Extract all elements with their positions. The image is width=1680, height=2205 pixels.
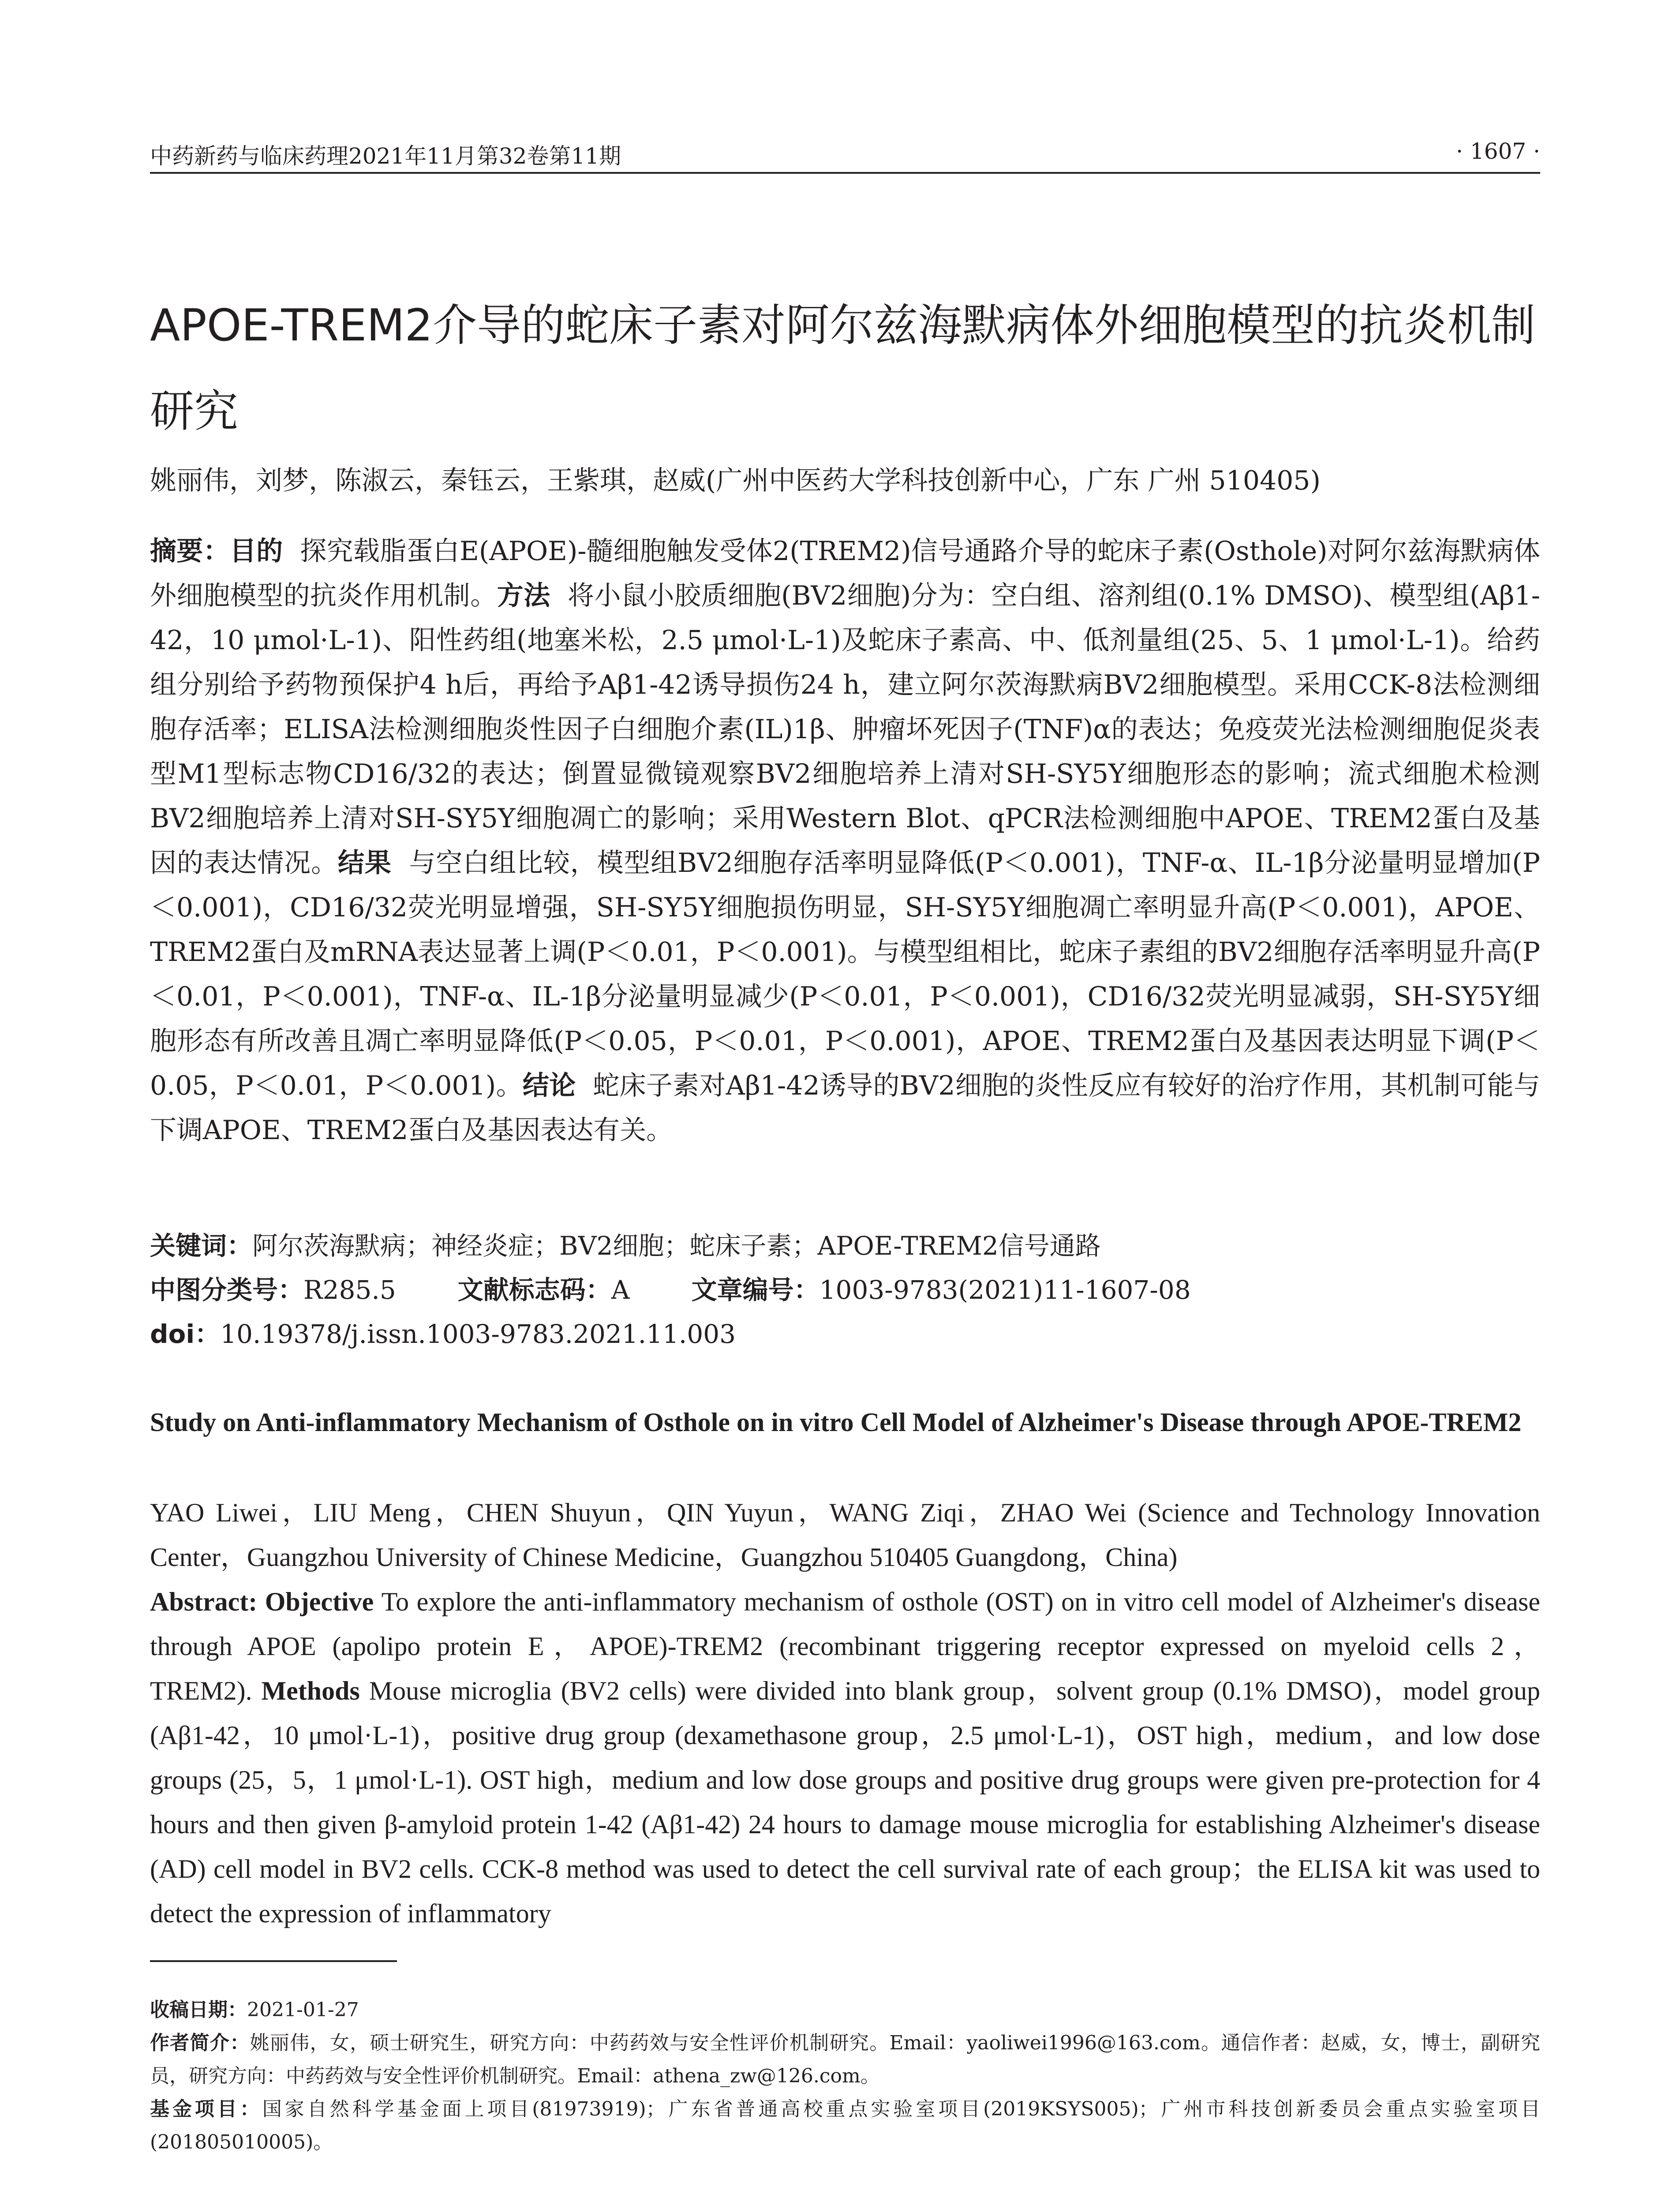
english-methods-label: Methods [261,1676,360,1705]
abstract-label: 摘要： [150,536,230,567]
article-number-label: 文章编号： [691,1275,819,1305]
author-affiliations: 姚丽伟，刘梦，陈淑云，秦钰云，王紫琪，赵威(广州中医药大学科技创新中心，广东 广州 510405) [150,465,1321,496]
english-objective-text: To explore the anti-inflammatory mechanism of osthole (OST) on in vitro cell model of Alzheimer's disease through APOE (apolipo protein E，APOE)-TREM2 (recombinant triggering receptor expressed on myeloid cells 2，TREM2). [150,1587,1541,1705]
classification-line [150,1268,1540,1312]
clc-label: 中图分类号： [150,1275,304,1305]
conclusion-text: 蛇床子素对Aβ1-42诱导的BV2细胞的炎性反应有较好的治疗作用，其机制可能与下调APOE、TREM2蛋白及基因表达有关。 [150,1070,1541,1146]
english-methods-text: Mouse microglia (BV2 cells) were divided into blank group，solvent group (0.1% DMSO)，model group (Aβ1-42，10 μmol·L-1)，positive drug group (dexamethasone group，2.5 μmol·L-1)，OST high，medium，and low dose groups (25，5，1 μmol·L-1). OST high，medium and low dose groups and positive drug groups were given pre-protection for 4 hours and then given β-amyloid protein 1-42 (Aβ1-42) 24 hours to damage mouse microglia for establishing Alzheimer's disease (AD) cell model in BV2 cells. CCK-8 method was used to detect the cell survival rate of each group；the ELISA kit was used to detect the expression of inflammatory [150,1676,1540,1928]
doi-label: doi： [150,1319,221,1349]
author-bio: 作者简介：姚丽伟，女，硕士研究生，研究方向：中药药效与安全性评价机制研究。Email：yaoliwei1996@163.com。通信作者：赵威，女，博士，副研究员，研究方向：中药药效与安全性评价机制研究。Email：athena_zw@126.com。 [150,2032,1540,2087]
results-label: 结果 [337,848,392,878]
article-number-value: 1003-9783(2021)11-1607-08 [819,1275,1191,1305]
english-abstract [150,1580,1540,1936]
footnote-divider [150,1960,397,1962]
received-date: 收稿日期：2021-01-27 [150,1999,359,2021]
conclusion-label: 结论 [522,1070,576,1101]
page-number: · 1607 · [1456,138,1540,164]
keywords-line [150,1224,1540,1268]
methods-text: 将小鼠小胶质细胞(BV2细胞)分为：空白组、溶剂组(0.1% DMSO)、模型组(Aβ1-42，10 μmol·L-1)、阳性药组(地塞米松，2.5 μmol·L-1)及蛇床子素高、中、低剂量组(25、5、1 μmol·L-1)。给药组分别给予药物预保护4 h后，再给予Aβ1-42诱导损伤24 h，建立阿尔茨海默病BV2细胞模型。采用CCK-8法检测细胞存活率；ELISA法检测细胞炎性因子白细胞介素(IL)1β、肿瘤坏死因子(TNF)α的表达；免疫荧光法检测细胞促炎表型M1型标志物CD16/32的表达；倒置显微镜观察BV2细胞培养上清对SH-SY5Y细胞形态的影响；流式细胞术检测BV2细胞培养上清对SH-SY5Y细胞凋亡的影响；采用Western Blot、qPCR法检测细胞中APOE、TREM2蛋白及基因的表达情况。 [150,580,1540,878]
keywords-value: 阿尔茨海默病；神经炎症；BV2细胞；蛇床子素；APOE-TREM2信号通路 [252,1231,1101,1261]
chinese-abstract [150,529,1540,1153]
doi-value: 10.19378/j.issn.1003-9783.2021.11.003 [220,1319,736,1349]
keywords-label: 关键词： [150,1231,253,1261]
running-header [150,132,1540,174]
journal-citation: 中药新药与临床药理2021年11月第32卷第11期 [150,143,621,169]
english-objective-label: Objective [265,1587,374,1616]
methods-label: 方法 [497,580,550,611]
objective-label: 目的 [229,536,283,567]
doi-line [150,1312,1540,1356]
objective-text: 探究载脂蛋白E(APOE)-髓细胞触发受体2(TREM2)信号通路介导的蛇床子素(Osthole)对阿尔兹海默病体外细胞模型的抗炎作用机制。 [150,536,1541,611]
english-abstract-label: Abstract: [150,1587,258,1616]
clc-value: R285.5 [303,1275,396,1305]
doc-code-label: 文献标志码： [457,1275,611,1305]
doc-code-value: A [611,1275,630,1305]
results-text: 与空白组比较，模型组BV2细胞存活率明显降低(P＜0.001)，TNF-α、IL-1β分泌量明显增加(P＜0.001)，CD16/32荧光明显增强，SH-SY5Y细胞损伤明显，SH-SY5Y细胞凋亡率明显升高(P＜0.001)，APOE、TREM2蛋白及mRNA表达显著上调(P＜0.01，P＜0.001)。与模型组相比，蛇床子素组的BV2细胞存活率明显升高(P＜0.01，P＜0.001)，TNF-α、IL-1β分泌量明显减少(P＜0.01，P＜0.001)，CD16/32荧光明显减弱，SH-SY5Y细胞形态有所改善且凋亡率明显降低(P＜0.05，P＜0.01，P＜0.001)，APOE、TREM2蛋白及基因表达明显下调(P＜0.05，P＜0.01，P＜0.001)。 [150,848,1541,1101]
english-title: Study on Anti-inflammatory Mechanism of Osthole on in vitro Cell Model of Alzheimer's Disease through APOE-TREM2 [150,1408,1522,1437]
funding: 基金项目：国家自然科学基金面上项目(81973919)；广东省普通高校重点实验室项目(2019KSYS005)；广州市科技创新委员会重点实验室项目(201805010005)。 [150,2098,1541,2153]
english-authors: YAO Liwei，LIU Meng，CHEN Shuyun，QIN Yuyun，WANG Ziqi，ZHAO Wei (Science and Technology Innovation Center，Guangzhou University of Chinese Medicine，Guangzhou 510405 Guangdong，China) [150,1498,1540,1572]
article-title: APOE-TREM2介导的蛇床子素对阿尔兹海默病体外细胞模型的抗炎机制研究 [150,299,1536,437]
footnotes [150,1993,1540,2159]
